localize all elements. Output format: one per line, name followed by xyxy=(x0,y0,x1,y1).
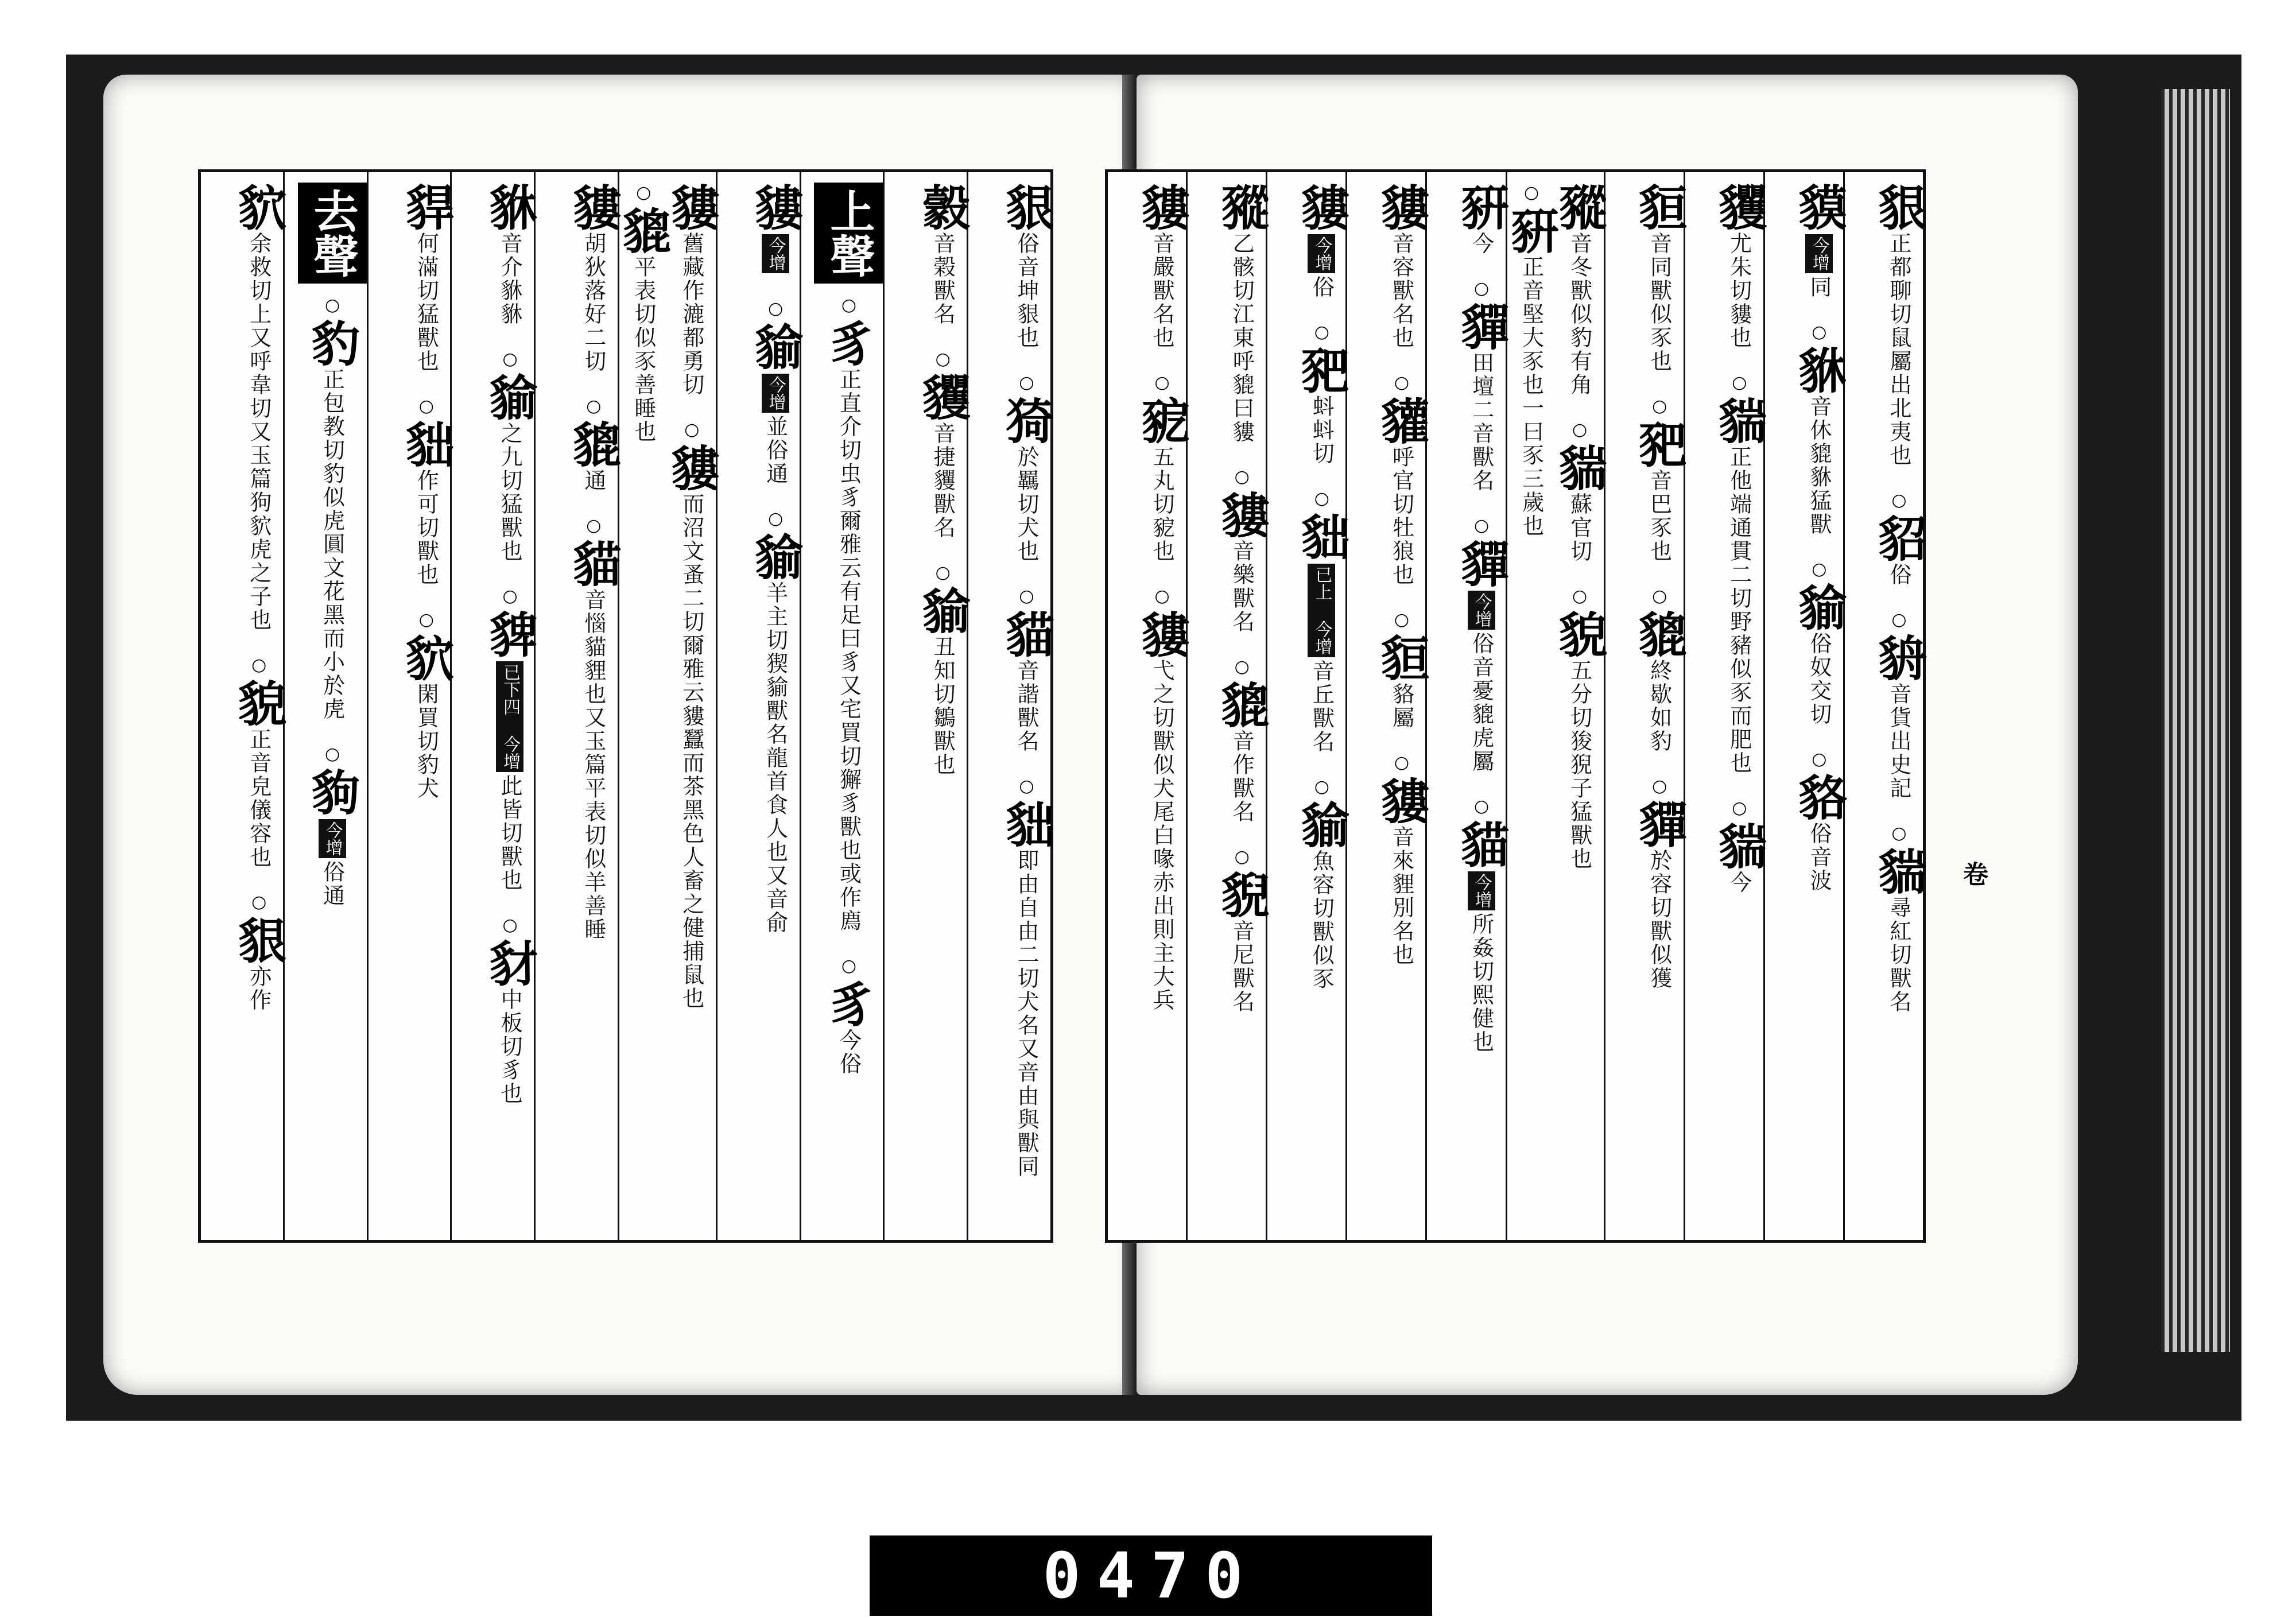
dictionary-entry xyxy=(1871,610,1927,800)
headword: 貗 xyxy=(1373,776,1430,825)
gloss-text: 貉屬 xyxy=(1389,683,1414,730)
dictionary-entry xyxy=(1213,657,1271,824)
gloss-text: 亦作 xyxy=(246,965,272,1012)
dictionary-entry xyxy=(565,515,622,941)
entry-marker-icon: ○ xyxy=(1152,586,1173,606)
gloss-text: 今 xyxy=(1726,871,1752,894)
entry-marker-icon: ○ xyxy=(1889,823,1909,843)
gloss-text: 余救切上又呼韋切又玉篇狗貁虎之子也 xyxy=(246,232,272,632)
gloss-text: 今俗 xyxy=(836,1029,862,1076)
entry-marker-icon: ○ xyxy=(1649,396,1670,416)
headword: 貐 xyxy=(747,532,804,581)
gloss-text: 尋紅切獸名 xyxy=(1886,896,1911,1014)
entry-marker-icon: ○ xyxy=(1017,586,1037,606)
gloss-text: 音巴豕也 xyxy=(1646,469,1672,563)
headword: 貔 xyxy=(1631,610,1688,659)
gloss-text: 音介貅貅 xyxy=(497,232,523,326)
text-column xyxy=(367,172,455,1240)
gloss-text: 俗 xyxy=(1309,276,1335,299)
entry-marker-icon: ○ xyxy=(1391,753,1412,773)
headword: 貜 xyxy=(1711,183,1768,232)
entry-marker-icon: ○ xyxy=(322,744,343,764)
text-column xyxy=(967,172,1055,1240)
headword: 貔 xyxy=(565,420,622,469)
gloss-text: 音休貔貅猛獸 xyxy=(1806,395,1832,536)
dictionary-entry xyxy=(998,776,1055,1178)
gloss-text: 音尼獸名 xyxy=(1229,920,1255,1014)
gloss-text: 丑知切鶵獸也 xyxy=(930,635,956,777)
annotation-tag: 今增 xyxy=(1308,234,1335,273)
headword: 貗 xyxy=(663,183,720,232)
dictionary-entry xyxy=(1134,373,1191,563)
headword: 貐 xyxy=(747,322,804,371)
gloss-text: 尤朱切貗也 xyxy=(1726,232,1752,350)
annotation-tag: 今增 xyxy=(762,374,789,413)
entry-marker-icon: ○ xyxy=(583,396,604,416)
text-column xyxy=(201,172,288,1240)
headword: 貚 xyxy=(1453,302,1510,351)
dictionary-entry xyxy=(1453,183,1510,255)
gloss-text: 今 xyxy=(1468,232,1494,255)
text-column xyxy=(1843,172,1927,1240)
gloss-text: 羊主切猰貐獸名龍首食人也又音俞 xyxy=(762,581,788,934)
gloss-text: 音貨出史記 xyxy=(1886,683,1911,800)
gloss-text: 終歇如豹 xyxy=(1646,659,1672,753)
entry-marker-icon: ○ xyxy=(633,183,654,203)
gloss-text: 田壇二音獸名 xyxy=(1468,351,1494,493)
dictionary-entry xyxy=(1213,467,1271,634)
headword: 豣 xyxy=(1503,206,1560,255)
gloss-text: 於羈切犬也 xyxy=(1014,445,1039,563)
gloss-text: 弋之切獸似犬尾白喙赤出則主大兵 xyxy=(1149,659,1175,1012)
right-text-block xyxy=(1105,169,1926,1243)
gloss-text: 蘇官切 xyxy=(1566,493,1592,563)
dictionary-entry xyxy=(304,295,361,721)
gloss-text: 俗音波 xyxy=(1806,822,1832,893)
headword: 豹 xyxy=(304,319,361,368)
headword: 豝 xyxy=(1293,346,1351,395)
entry-marker-icon: ○ xyxy=(416,396,437,416)
gloss-text: 正包教切豹似虎圓文花黑而小於虎 xyxy=(319,368,345,721)
headword: 貐 xyxy=(914,586,972,635)
headword: 豵 xyxy=(1213,183,1271,232)
headword: 貗 xyxy=(1213,490,1271,540)
headword: 貎 xyxy=(1213,870,1271,920)
headword: 豸 xyxy=(820,319,878,368)
headword: 貒 xyxy=(1871,847,1927,896)
entry-marker-icon: ○ xyxy=(1391,373,1412,393)
entry-marker-icon: ○ xyxy=(1471,796,1492,816)
headword: 貔 xyxy=(1213,680,1271,730)
gloss-text: 俗音憂貔虎屬 xyxy=(1468,632,1494,773)
gloss-text: 於容切獸似獲 xyxy=(1646,849,1672,990)
gloss-text: 中板切豸也 xyxy=(497,988,523,1106)
gloss-text: 何滿切猛獸也 xyxy=(413,232,439,373)
dictionary-entry xyxy=(1293,183,1351,299)
dictionary-entry xyxy=(230,655,288,869)
headword: 貒 xyxy=(1711,821,1768,871)
headword: 貗 xyxy=(1373,183,1430,232)
text-column xyxy=(1345,172,1430,1240)
gloss-text: 同 xyxy=(1806,276,1832,299)
gloss-text: 即由自由二切犬名又音由與獸同 xyxy=(1014,849,1039,1178)
dictionary-entry xyxy=(482,349,539,563)
gloss-text: 之九切猛獸也 xyxy=(497,422,523,563)
dictionary-entry xyxy=(1453,278,1510,493)
annotation-tag: 今增 xyxy=(762,234,789,273)
dictionary-entry xyxy=(1453,796,1510,1054)
dictionary-entry xyxy=(1790,749,1848,893)
headword: 貓 xyxy=(565,539,622,588)
headword: 貉 xyxy=(1790,773,1848,822)
headword: 貓 xyxy=(998,610,1055,659)
entry-marker-icon: ○ xyxy=(1649,776,1670,796)
text-column xyxy=(716,172,804,1240)
gloss-text: 呼官切牡狼也 xyxy=(1389,445,1414,587)
annotation-tag: 今增 xyxy=(1468,591,1495,630)
text-column xyxy=(1763,172,1848,1240)
entry-marker-icon: ○ xyxy=(1017,373,1037,393)
gloss-text: 並俗通 xyxy=(762,415,788,486)
entry-marker-icon: ○ xyxy=(1649,586,1670,606)
headword: 貅 xyxy=(482,183,539,232)
headword: 豟 xyxy=(1134,396,1191,445)
dictionary-entry xyxy=(398,396,455,587)
gloss-text: 正都聊切鼠屬出北夷也 xyxy=(1886,232,1911,467)
headword: 貗 xyxy=(663,443,720,493)
entry-marker-icon: ○ xyxy=(1889,490,1909,510)
entry-marker-icon: ○ xyxy=(1152,373,1173,393)
dictionary-entry xyxy=(1373,183,1430,350)
annotation-tag: 今增 xyxy=(1805,234,1833,273)
dictionary-entry xyxy=(1711,798,1768,894)
dictionary-entry xyxy=(1373,753,1430,967)
dictionary-entry xyxy=(398,183,455,373)
gloss-text: 此皆切獸也 xyxy=(497,774,523,892)
headword: 貚 xyxy=(1631,800,1688,849)
gloss-text: 五分切狻猊子猛獸也 xyxy=(1566,659,1592,871)
dictionary-entry xyxy=(747,509,804,934)
text-column xyxy=(1266,172,1351,1240)
dictionary-entry xyxy=(1631,776,1688,990)
dictionary-entry xyxy=(747,298,804,486)
dictionary-entry xyxy=(1790,559,1848,726)
entry-marker-icon: ○ xyxy=(1729,373,1750,393)
headword: 貁 xyxy=(230,183,288,232)
headword: 貐 xyxy=(482,373,539,422)
left-text-block xyxy=(198,169,1053,1243)
entry-marker-icon: ○ xyxy=(765,298,786,319)
gloss-text: 音作獸名 xyxy=(1229,730,1255,824)
gloss-text: 所姦切熙健也 xyxy=(1468,913,1494,1054)
dictionary-entry xyxy=(615,183,672,444)
gloss-text: 俗奴交切 xyxy=(1806,632,1832,726)
dictionary-entry xyxy=(1293,777,1351,991)
entry-marker-icon: ○ xyxy=(1017,776,1037,796)
dictionary-entry xyxy=(1551,420,1608,563)
gloss-text: 作可切獸也 xyxy=(413,469,439,587)
headword: 貌 xyxy=(230,678,288,728)
dictionary-entry xyxy=(1503,183,1560,538)
text-column xyxy=(615,172,720,1240)
dictionary-entry xyxy=(1373,373,1430,587)
entry-marker-icon: ○ xyxy=(1889,610,1909,630)
dictionary-entry xyxy=(230,183,288,632)
headword: 豵 xyxy=(1551,183,1608,232)
headword: 貆 xyxy=(1373,633,1430,683)
annotation-tag: 今增 xyxy=(1468,871,1495,910)
dictionary-entry xyxy=(820,956,878,1076)
headword: 豸 xyxy=(820,979,878,1029)
entry-marker-icon: ○ xyxy=(249,892,269,912)
entry-marker-icon: ○ xyxy=(1569,586,1590,606)
headword: 貇 xyxy=(1871,183,1927,232)
gloss-text: 魚容切獸似豕 xyxy=(1309,850,1335,991)
entry-marker-icon: ○ xyxy=(765,509,786,529)
headword: 貀 xyxy=(1293,512,1351,561)
entry-marker-icon: ○ xyxy=(1312,322,1332,342)
gloss-text: 音樂獸名 xyxy=(1229,540,1255,634)
entry-marker-icon: ○ xyxy=(1471,515,1492,536)
dictionary-entry xyxy=(1293,488,1351,754)
headword: 豰 xyxy=(914,183,972,232)
gloss-text: 音捷貜獸名 xyxy=(930,422,956,540)
text-column xyxy=(450,172,539,1240)
dictionary-entry xyxy=(398,610,455,800)
headword: 貓 xyxy=(1453,820,1510,869)
gloss-text: 音來貍別名也 xyxy=(1389,825,1414,967)
entry-marker-icon: ○ xyxy=(416,610,437,630)
gloss-text: 音嚴獸名也 xyxy=(1149,232,1175,350)
headword: 貅 xyxy=(1790,346,1848,395)
entry-marker-icon: ○ xyxy=(1809,322,1829,342)
entry-marker-icon: ○ xyxy=(1809,559,1829,579)
headword: 貈 xyxy=(1871,633,1927,683)
page-edges xyxy=(2161,89,2230,1352)
dictionary-entry xyxy=(1373,610,1430,730)
entry-marker-icon: ○ xyxy=(249,655,269,675)
gloss-text: 俗音坤貇也 xyxy=(1014,232,1039,350)
entry-marker-icon: ○ xyxy=(322,295,343,315)
dictionary-entry xyxy=(998,183,1055,350)
headword: 豺 xyxy=(482,939,539,988)
dictionary-entry xyxy=(565,396,622,493)
text-column xyxy=(1503,172,1608,1240)
annotation-tag: 今增 xyxy=(319,819,346,858)
dictionary-entry xyxy=(1631,586,1688,753)
dictionary-entry xyxy=(998,373,1055,563)
dictionary-entry xyxy=(1871,183,1927,467)
headword: 豝 xyxy=(1631,420,1688,469)
headword: 貒 xyxy=(1551,443,1608,493)
headword: 貇 xyxy=(230,916,288,965)
headword: 貗 xyxy=(1293,183,1351,232)
gloss-text: 正他端通貫二切野豬似豕而肥也 xyxy=(1726,445,1752,775)
dictionary-entry xyxy=(1790,322,1848,536)
entry-marker-icon: ○ xyxy=(933,349,953,369)
headword: 貆 xyxy=(1631,183,1688,232)
headword: 貛 xyxy=(1373,396,1430,445)
gloss-text: 而沼文蚤二切爾雅云貗蠶而茶黑色人畜之健捕鼠也 xyxy=(678,493,704,1010)
dictionary-entry xyxy=(1453,515,1510,773)
right-margin-label: 卷 xyxy=(1958,861,1988,890)
dictionary-entry xyxy=(1551,586,1608,871)
dictionary-entry xyxy=(1711,373,1768,775)
gloss-text: 乙骸切江東呼貔曰貗 xyxy=(1229,232,1255,444)
gloss-text: 音容獸名也 xyxy=(1389,232,1414,350)
page-number: 0470 xyxy=(870,1535,1432,1616)
gloss-text: 五丸切豟也 xyxy=(1149,445,1175,563)
dictionary-entry xyxy=(1551,183,1608,397)
entry-marker-icon: ○ xyxy=(1729,798,1750,818)
entry-marker-icon: ○ xyxy=(1232,847,1252,867)
text-column xyxy=(1108,172,1191,1240)
headword: 貗 xyxy=(747,183,804,232)
entry-marker-icon: ○ xyxy=(839,295,859,315)
headword: 豿 xyxy=(304,767,361,817)
entry-marker-icon: ○ xyxy=(583,515,604,536)
dictionary-entry xyxy=(1711,183,1768,350)
gloss-text: 閑買切豹犬 xyxy=(413,683,439,800)
entry-marker-icon: ○ xyxy=(933,563,953,583)
dictionary-entry xyxy=(1871,823,1927,1014)
dictionary-entry xyxy=(304,744,361,908)
dictionary-entry xyxy=(914,349,972,540)
entry-marker-icon: ○ xyxy=(1232,657,1252,677)
entry-marker-icon: ○ xyxy=(839,956,859,976)
entry-marker-icon: ○ xyxy=(1521,183,1542,203)
entry-marker-icon: ○ xyxy=(1312,777,1332,797)
text-column xyxy=(883,172,972,1240)
gloss-text: 胡狄落好二切 xyxy=(580,232,606,373)
annotation-tag: 已上 今增 xyxy=(1308,564,1335,657)
text-column xyxy=(1186,172,1271,1240)
dictionary-entry xyxy=(230,892,288,1012)
gloss-text: 音丘獸名 xyxy=(1309,660,1335,754)
dictionary-entry xyxy=(1631,183,1688,373)
section-label: 去聲 xyxy=(298,183,367,284)
headword: 豣 xyxy=(1453,183,1510,232)
entry-marker-icon: ○ xyxy=(500,586,521,606)
dictionary-entry xyxy=(998,586,1055,753)
text-column xyxy=(800,172,883,1240)
entry-marker-icon: ○ xyxy=(1569,420,1590,440)
dictionary-entry xyxy=(1631,396,1688,563)
headword: 貔 xyxy=(615,206,672,255)
entry-marker-icon: ○ xyxy=(1471,278,1492,298)
gloss-text: 正直介切虫豸爾雅云有足曰豸又宅買切獬豸獸也或作廌 xyxy=(836,368,862,933)
gloss-text: 平表切似豕善睡也 xyxy=(630,255,656,444)
entry-marker-icon: ○ xyxy=(1312,488,1332,509)
headword: 貀 xyxy=(998,800,1055,849)
headword: 貜 xyxy=(914,373,972,422)
headword: 貒 xyxy=(1711,396,1768,445)
dictionary-entry xyxy=(565,183,622,373)
headword: 貁 xyxy=(398,633,455,683)
gloss-text: 俗通 xyxy=(319,860,345,908)
entry-marker-icon: ○ xyxy=(1391,610,1412,630)
text-column xyxy=(1684,172,1768,1240)
gloss-text: 音同獸似豕也 xyxy=(1646,232,1672,373)
headword: 貗 xyxy=(565,183,622,232)
entry-marker-icon: ○ xyxy=(1809,749,1829,769)
gloss-text: 音惱貓貍也又玉篇平表切似羊善睡 xyxy=(580,588,606,941)
gloss-text: 音諧獸名 xyxy=(1014,659,1039,753)
headword: 貗 xyxy=(1134,183,1191,232)
entry-marker-icon: ○ xyxy=(500,349,521,369)
dictionary-entry xyxy=(482,586,539,892)
headword: 猗 xyxy=(998,396,1055,445)
dictionary-entry xyxy=(747,183,804,276)
dictionary-entry xyxy=(914,183,972,326)
text-column xyxy=(1425,172,1510,1240)
dictionary-entry xyxy=(1134,183,1191,350)
dictionary-entry xyxy=(1134,586,1191,1012)
dictionary-entry xyxy=(820,295,878,933)
text-column xyxy=(534,172,622,1240)
headword: 貏 xyxy=(482,610,539,659)
entry-marker-icon: ○ xyxy=(681,420,702,440)
dictionary-entry xyxy=(482,915,539,1106)
gloss-text: 音冬獸似豹有角 xyxy=(1566,232,1592,397)
dictionary-entry xyxy=(663,420,720,1010)
headword: 貌 xyxy=(1551,610,1608,659)
headword: 貐 xyxy=(1790,583,1848,632)
entry-marker-icon: ○ xyxy=(1232,467,1252,487)
dictionary-entry xyxy=(1871,490,1927,587)
headword: 貀 xyxy=(398,420,455,469)
headword: 貂 xyxy=(1871,514,1927,563)
headword: 貘 xyxy=(1790,183,1848,232)
gloss-text: 俗 xyxy=(1886,563,1911,587)
gloss-text: 通 xyxy=(580,469,606,493)
headword: 貐 xyxy=(1293,800,1351,850)
entry-marker-icon: ○ xyxy=(500,915,521,935)
gloss-text: 舊藏作漉都勇切 xyxy=(678,232,704,397)
dictionary-entry xyxy=(1790,183,1848,299)
headword: 貚 xyxy=(1453,539,1510,588)
text-column xyxy=(283,172,367,1240)
dictionary-entry xyxy=(482,183,539,326)
section-label: 上聲 xyxy=(814,183,883,284)
dictionary-entry xyxy=(1213,183,1271,444)
gloss-text: 音榖獸名 xyxy=(930,232,956,326)
headword: 貋 xyxy=(398,183,455,232)
dictionary-entry xyxy=(1213,847,1271,1014)
headword: 貗 xyxy=(1134,610,1191,659)
gloss-text: 蚪蚪切 xyxy=(1309,395,1335,466)
dictionary-entry xyxy=(914,563,972,777)
dictionary-entry xyxy=(1293,322,1351,466)
gloss-text: 正音堅大豕也一曰豕三歲也 xyxy=(1518,255,1544,538)
gloss-text: 正音皃儀容也 xyxy=(246,728,272,869)
dictionary-entry xyxy=(663,183,720,397)
headword: 貇 xyxy=(998,183,1055,232)
annotation-tag: 已下四 今增 xyxy=(496,661,523,772)
text-column xyxy=(1604,172,1688,1240)
